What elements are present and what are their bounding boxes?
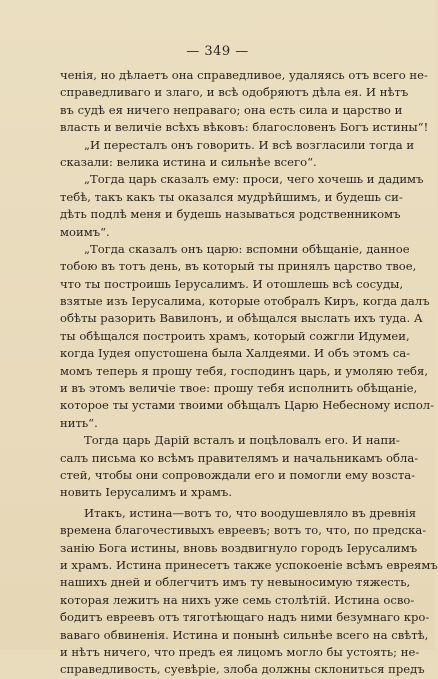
paragraph bbox=[60, 505, 438, 679]
text-line: „Тогда сказалъ онъ царю: вспомни обѣщаніе, данное bbox=[84, 241, 410, 256]
text-line: обѣты разорить Вавилонъ, и обѣщался выслать ихъ туда. А bbox=[60, 311, 423, 326]
text-line: стей, чтобы они сопровождали его и помогли ему возста- bbox=[60, 467, 416, 482]
text-line: тобою въ тотъ день, въ который ты принялъ царство твое, bbox=[60, 259, 417, 274]
text-line: и нѣтъ ничего, что предъ ея лицомъ могло бы устоять; не- bbox=[60, 644, 420, 659]
paragraph bbox=[60, 241, 435, 432]
text-line: и храмъ. Истина принесетъ также успокоеніе всѣмъ евреямъ bbox=[60, 557, 438, 572]
text-line: взятые изъ Іерусалима, которые отобралъ Киръ, когда далъ bbox=[60, 294, 430, 309]
text-line: когда Іудея опустошена была Халдеями. И объ этомъ са- bbox=[60, 346, 411, 361]
text-line: „Тогда царь сказалъ ему: проси, чего хочешь и дадимъ bbox=[84, 172, 424, 187]
text-line: и въ этомъ величіе твое: прошу тебя исполнить обѣщаніе, bbox=[60, 381, 418, 396]
text-line: нашихъ дней и облегчитъ имъ ту невыносимую тяжесть, bbox=[60, 575, 411, 590]
text-line: бодитъ евреевъ отъ тяготѣющаго надъ ними безумнаго кро- bbox=[60, 610, 430, 625]
text-line: справедливаго и злаго, и всѣ одобряютъ дѣла ея. И нѣтъ bbox=[60, 85, 409, 100]
text-line: сказали: велика истина и сильнѣе всего“. bbox=[60, 154, 317, 169]
text-line: моимъ“. bbox=[60, 224, 110, 239]
text-line: салъ письма ко всѣмъ правителямъ и начальникамъ обла- bbox=[60, 450, 419, 465]
text-line: въ судѣ ея ничего неправаго; она есть сила и царство и bbox=[60, 102, 403, 117]
text-line: дѣть подлѣ меня и будешь называться родственникомъ bbox=[60, 207, 401, 222]
text-line: нить“. bbox=[60, 415, 98, 430]
text-line: занію Бога истины, вновь воздвигнуло городъ Іерусалимъ bbox=[60, 540, 418, 555]
text-line: Итакъ, истина—вотъ то, что воодушевляло въ древнія bbox=[84, 505, 417, 520]
text-line: тебѣ, такъ какъ ты оказался мудрѣйшимъ, и будешь си- bbox=[60, 189, 403, 204]
text-line: которое ты устами твоими обѣщалъ Царю Небесному испол- bbox=[60, 398, 435, 413]
paragraph bbox=[60, 432, 419, 502]
text-line: Тогда царь Дарій всталъ и поцѣловалъ его. И напи- bbox=[84, 433, 400, 448]
text-line: времена благочестивыхъ евреевъ; вотъ то, что, по предска- bbox=[60, 523, 427, 538]
paragraph bbox=[60, 171, 424, 241]
text-line: момъ теперь я прошу тебя, господинъ царь, и умоляю тебя, bbox=[60, 363, 429, 378]
page-number: — 349 — bbox=[186, 44, 249, 59]
text-line: что ты построишь Іерусалимъ. И отошлешь всѣ сосуды, bbox=[60, 276, 404, 291]
text-line: власть и величіе всѣхъ вѣковъ: благословенъ Богъ истины“! bbox=[60, 120, 429, 135]
body-text bbox=[60, 67, 438, 679]
text-line: которая лежитъ на нихъ уже семь столѣтій. Истина осво- bbox=[60, 592, 415, 607]
text-line: справедливость, суевѣріе, злоба должны склониться предъ bbox=[60, 662, 425, 677]
text-line: ты обѣщался построить храмъ, который сожгли Идумеи, bbox=[60, 328, 410, 343]
text-line: „И пересталъ онъ говорить. И всѣ возгласили тогда и bbox=[84, 137, 415, 152]
paragraph bbox=[60, 137, 415, 172]
text-line: ченія, но дѣлаетъ она справедливое, удаляясь отъ всего не- bbox=[60, 68, 428, 82]
paragraph bbox=[60, 67, 429, 137]
text-line: новить Іерусалимъ и храмъ. bbox=[60, 485, 232, 500]
text-line: ваваго обвиненія. Истина и понынѣ сильнѣе всего на свѣтѣ, bbox=[60, 627, 429, 642]
